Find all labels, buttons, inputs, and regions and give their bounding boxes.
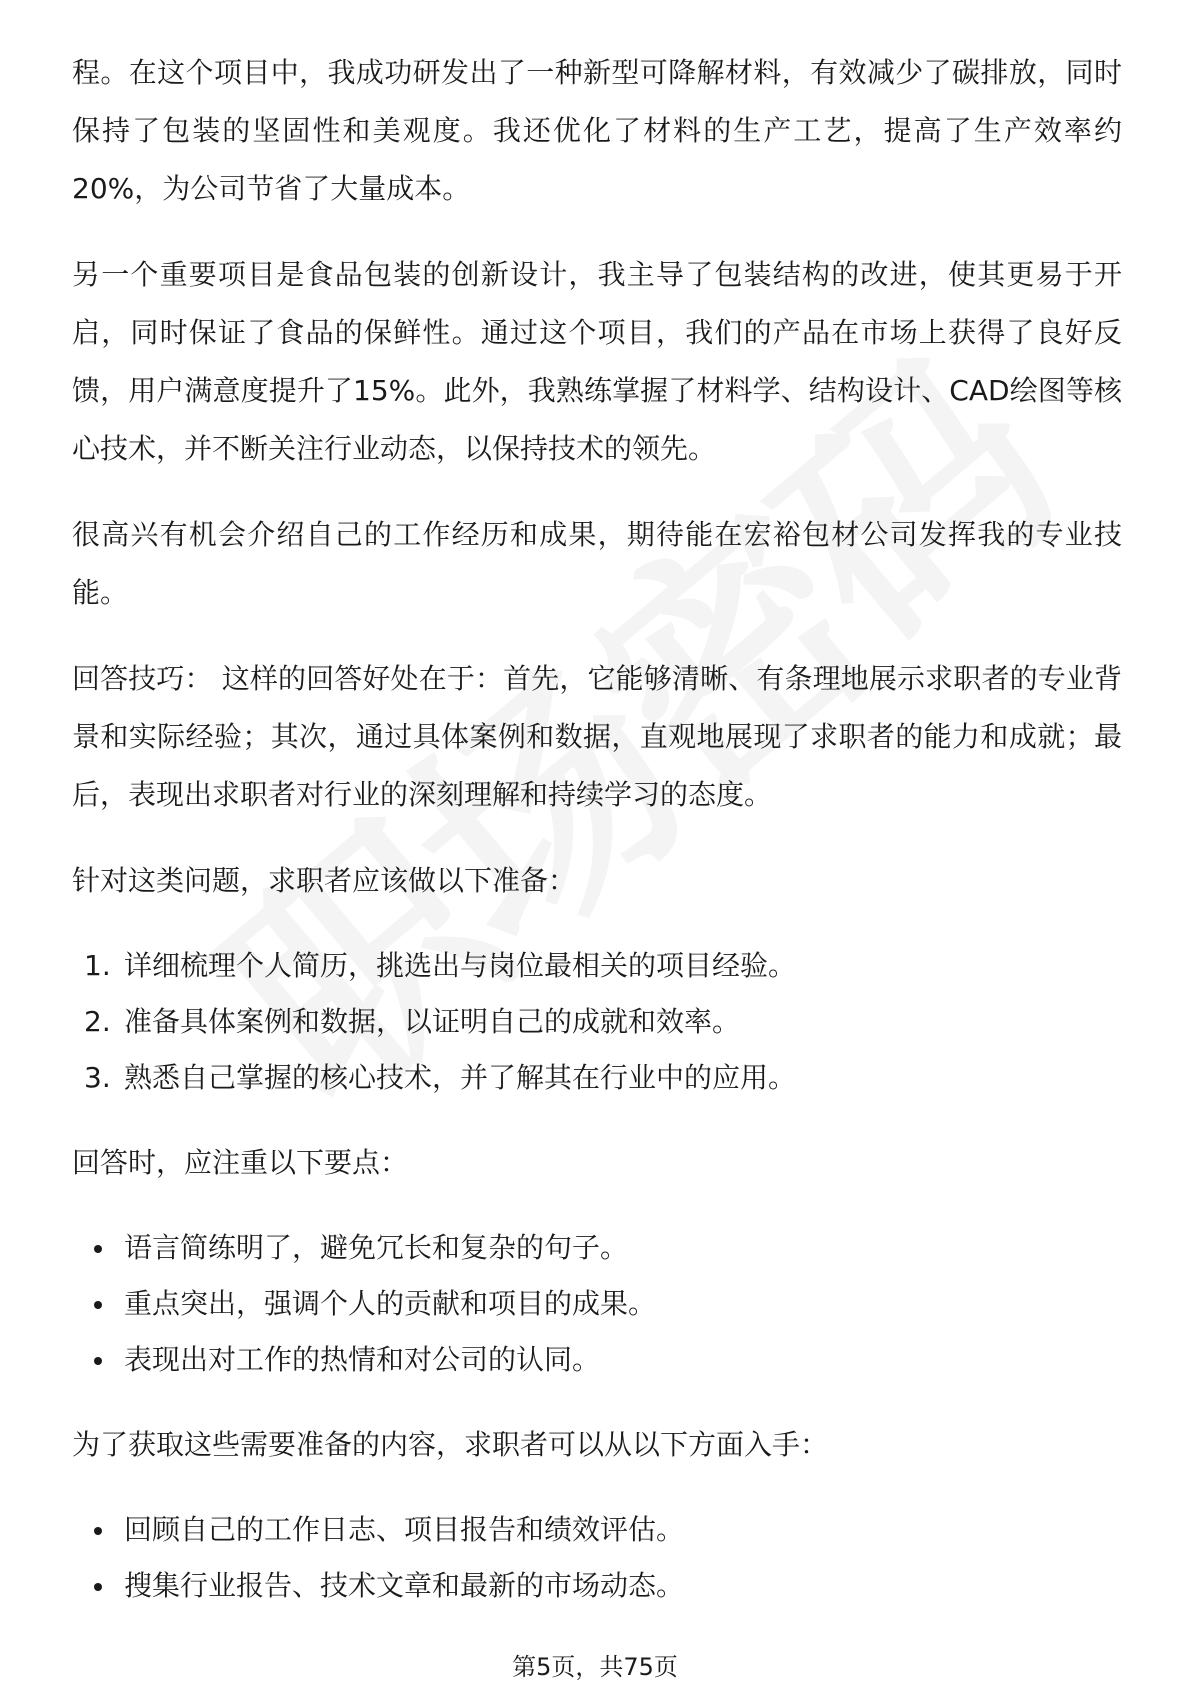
list-number: 2. <box>84 1005 111 1038</box>
list-item <box>72 1220 1122 1276</box>
prep-intro: 针对这类问题，求职者应该做以下准备： <box>72 864 577 897</box>
list-item <box>72 1276 1122 1332</box>
list-item <box>72 1332 1122 1388</box>
paragraph-project-materials: 程。在这个项目中，我成功研发出了一种新型可降解材料，有效减少了碳排放，同时保持了包装的坚固性和美观度。我还优化了材料的生产工艺，提高了生产效率约20%，为公司节省了大量成本。 <box>72 56 1122 205</box>
list-item <box>72 1050 1122 1106</box>
paragraph-project-food-packaging: 另一个重要项目是食品包装的创新设计，我主导了包装结构的改进，使其更易于开启，同时保证了食品的保鲜性。通过这个项目，我们的产品在市场上获得了良好反馈，用户满意度提升了15%。此外，我熟练掌握了材料学、结构设计、CAD绘图等核心技术，并不断关注行业动态，以保持技术的领先。 <box>72 258 1122 465</box>
sources-intro: 为了获取这些需要准备的内容，求职者可以从以下方面入手： <box>72 1428 829 1461</box>
list-item-text: 表现出对工作的热情和对公司的认同。 <box>124 1343 601 1376</box>
bullet-icon <box>94 1357 102 1365</box>
list-number: 3. <box>84 1061 111 1094</box>
list-item-text: 搜集行业报告、技术文章和最新的市场动态。 <box>124 1569 685 1602</box>
list-item-text: 准备具体案例和数据，以证明自己的成就和效率。 <box>124 1005 741 1038</box>
page-content <box>72 44 1122 1642</box>
list-item <box>72 1502 1122 1558</box>
list-item <box>72 1558 1122 1614</box>
paragraph-answer-tips: 回答技巧： 这样的回答好处在于：首先，它能够清晰、有条理地展示求职者的专业背景和实际经验；其次，通过具体案例和数据，直观地展现了求职者的能力和成就；最后，表现出求职者对行业的深刻理解和持续学习的态度。 <box>72 662 1122 811</box>
list-item-text: 熟悉自己掌握的核心技术，并了解其在行业中的应用。 <box>124 1061 797 1094</box>
list-item-text: 回顾自己的工作日志、项目报告和绩效评估。 <box>124 1513 685 1546</box>
bullet-icon <box>94 1527 102 1535</box>
prep-list <box>72 938 1122 1106</box>
sources-list <box>72 1502 1122 1614</box>
points-intro: 回答时，应注重以下要点： <box>72 1146 409 1179</box>
list-item <box>72 994 1122 1050</box>
bullet-icon <box>94 1301 102 1309</box>
list-number: 1. <box>84 949 111 982</box>
points-list <box>72 1220 1122 1388</box>
paragraph-closing: 很高兴有机会介绍自己的工作经历和成果，期待能在宏裕包材公司发挥我的专业技能。 <box>72 518 1122 609</box>
list-item-text: 重点突出，强调个人的贡献和项目的成果。 <box>124 1287 657 1320</box>
bullet-icon <box>94 1583 102 1591</box>
list-item-text: 语言简练明了，避免冗长和复杂的句子。 <box>124 1231 629 1264</box>
list-item <box>72 938 1122 994</box>
bullet-icon <box>94 1245 102 1253</box>
page-number-footer: 第5页，共75页 <box>512 1653 678 1681</box>
list-item-text: 详细梳理个人简历，挑选出与岗位最相关的项目经验。 <box>124 949 797 982</box>
